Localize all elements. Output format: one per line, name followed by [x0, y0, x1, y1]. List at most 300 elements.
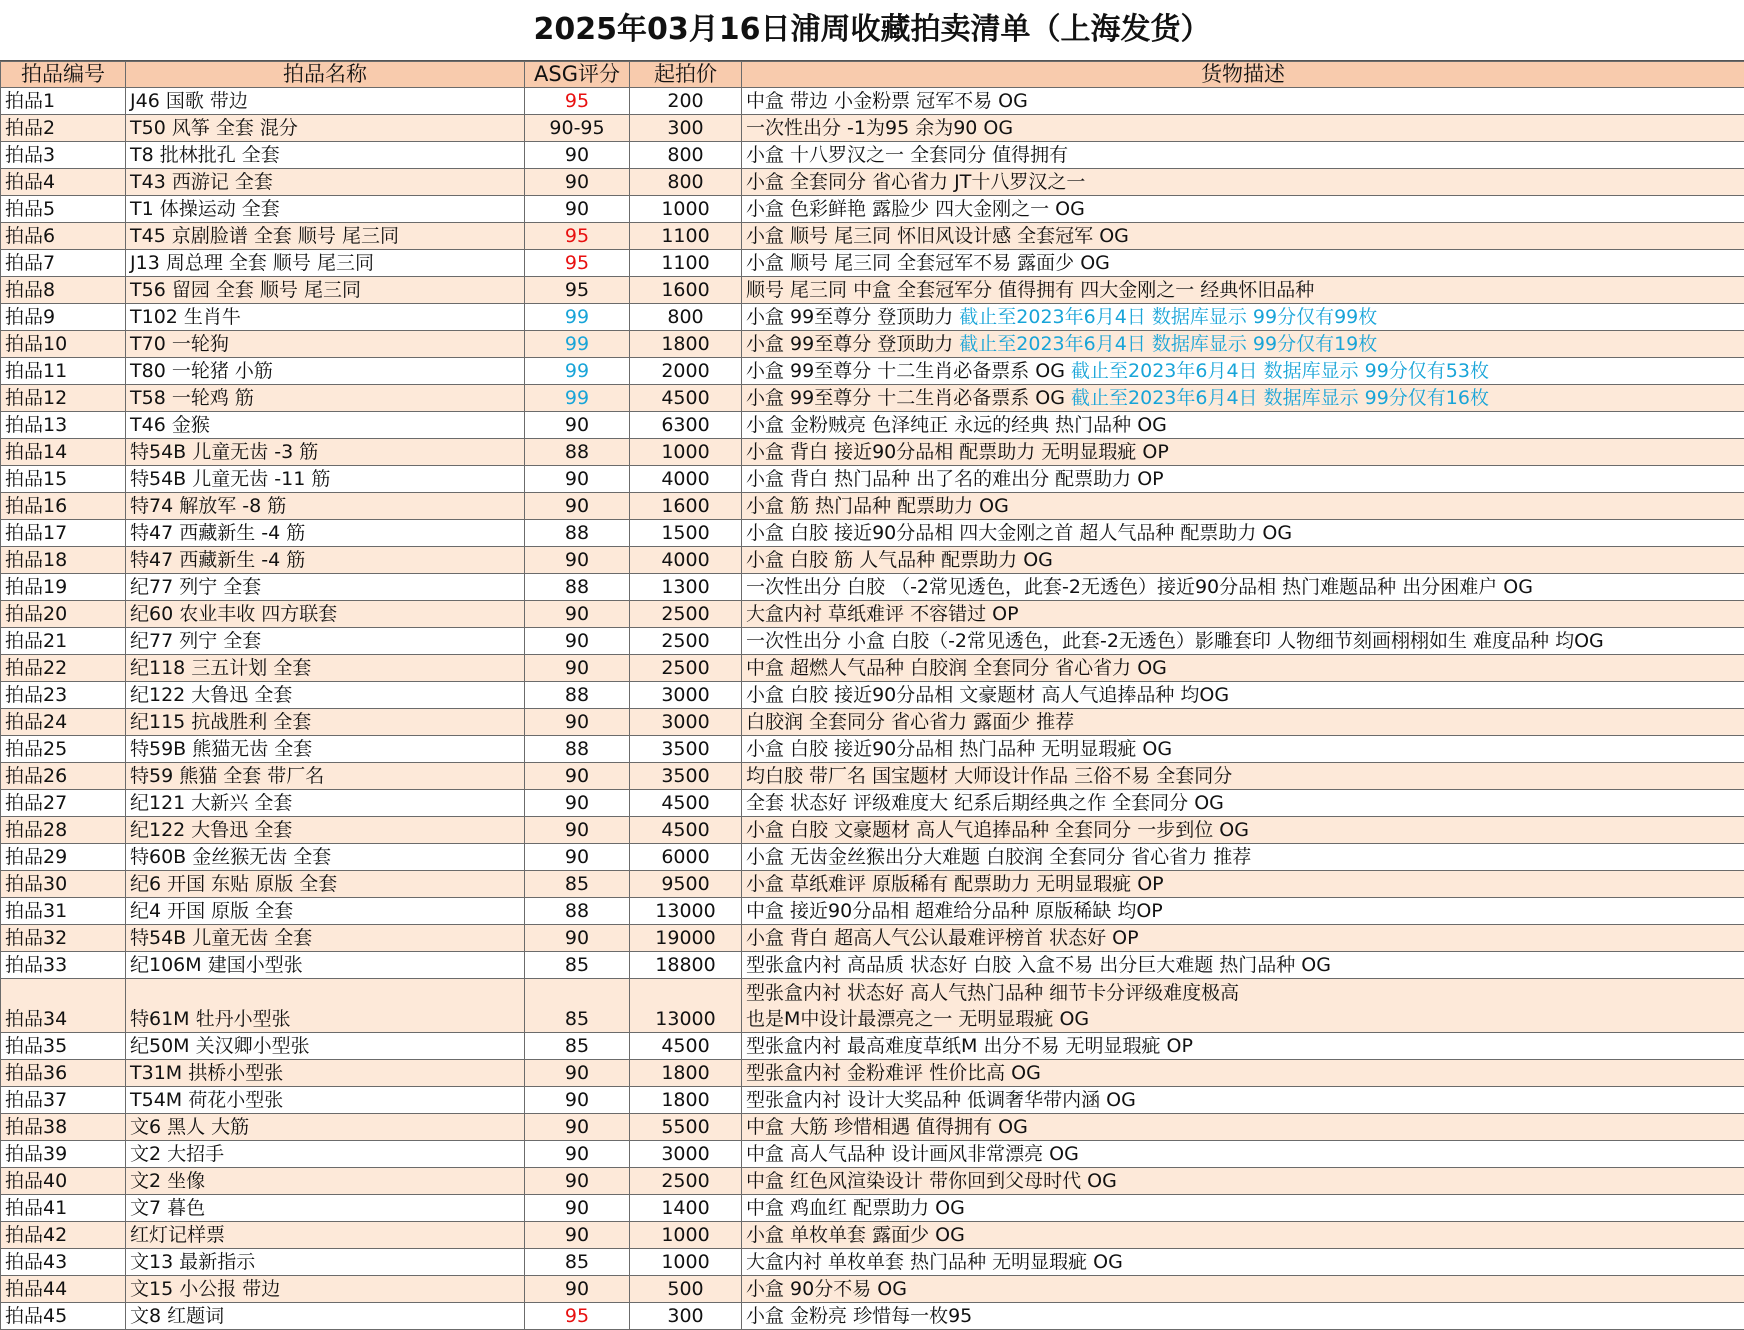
- cell-start-price: 2500: [630, 655, 742, 682]
- cell-lot-name: 纪118 三五计划 全套: [126, 655, 525, 682]
- cell-start-price: 2000: [630, 358, 742, 385]
- table-row: [1, 520, 1744, 547]
- cell-lot-name: 文8 红题词: [126, 1303, 525, 1330]
- cell-lot-name: 特59 熊猫 全套 带厂名: [126, 763, 525, 790]
- table-row: [1, 304, 1744, 331]
- table-row: [1, 1195, 1744, 1222]
- cell-start-price: 3000: [630, 1141, 742, 1168]
- table-row: [1, 142, 1744, 169]
- cell-lot-name: T58 一轮鸡 筋: [126, 385, 525, 412]
- table-row: [1, 1141, 1744, 1168]
- description-text: 小盒 背白 超高人气公认最难评榜首 状态好 OP: [746, 927, 1139, 949]
- cell-description: [742, 1060, 1744, 1087]
- cell-lot-name: T43 西游记 全套: [126, 169, 525, 196]
- cell-description: [742, 844, 1744, 871]
- cell-lot-name: J13 周总理 全套 顺号 尾三同: [126, 250, 525, 277]
- cell-lot-number: 拍品2: [1, 115, 126, 142]
- cell-asg-score: 90: [525, 169, 630, 196]
- cell-lot-name: 特54B 儿童无齿 -11 筋: [126, 466, 525, 493]
- cell-lot-number: 拍品28: [1, 817, 126, 844]
- cell-lot-number: 拍品6: [1, 223, 126, 250]
- description-text: 一次性出分 -1为95 余为90 OG: [746, 117, 1013, 139]
- cell-description: [742, 628, 1744, 655]
- cell-start-price: 19000: [630, 925, 742, 952]
- cell-lot-number: 拍品18: [1, 547, 126, 574]
- cell-description: [742, 142, 1744, 169]
- cell-asg-score: 99: [525, 304, 630, 331]
- table-row: [1, 682, 1744, 709]
- cell-lot-name: 文2 大招手: [126, 1141, 525, 1168]
- cell-lot-number: 拍品12: [1, 385, 126, 412]
- table-row: [1, 1222, 1744, 1249]
- cell-asg-score: 90: [525, 655, 630, 682]
- description-text: 小盒 全套同分 省心省力 JT十八罗汉之一: [746, 171, 1085, 193]
- description-text: 小盒 背白 热门品种 出了名的难出分 配票助力 OP: [746, 468, 1164, 490]
- cell-lot-number: 拍品16: [1, 493, 126, 520]
- cell-asg-score: 90: [525, 493, 630, 520]
- cell-lot-name: T46 金猴: [126, 412, 525, 439]
- description-text: 小盒 白胶 接近90分品相 四大金刚之首 超人气品种 配票助力 OG: [746, 522, 1292, 544]
- table-row: [1, 277, 1744, 304]
- cell-description: [742, 1141, 1744, 1168]
- description-text: 小盒 顺号 尾三同 全套冠军不易 露面少 OG: [746, 252, 1110, 274]
- cell-lot-number: 拍品33: [1, 952, 126, 979]
- cell-asg-score: 90: [525, 925, 630, 952]
- description-text: 中盒 接近90分品相 超难给分品种 原版稀缺 均OP: [746, 900, 1163, 922]
- cell-lot-number: 拍品29: [1, 844, 126, 871]
- table-row: [1, 169, 1744, 196]
- table-row: [1, 898, 1744, 925]
- description-text: 小盒 金粉贼亮 色泽纯正 永远的经典 热门品种 OG: [746, 414, 1167, 436]
- cell-description: [742, 925, 1744, 952]
- cell-description: [742, 1033, 1744, 1060]
- cell-asg-score: 85: [525, 952, 630, 979]
- cell-lot-number: 拍品39: [1, 1141, 126, 1168]
- cell-lot-number: 拍品45: [1, 1303, 126, 1330]
- cell-start-price: 4500: [630, 385, 742, 412]
- cell-asg-score: 85: [525, 979, 630, 1033]
- cell-start-price: 6300: [630, 412, 742, 439]
- description-text: 中盒 超燃人气品种 白胶润 全套同分 省心省力 OG: [746, 657, 1167, 679]
- cell-description: [742, 385, 1744, 412]
- cell-description: [742, 520, 1744, 547]
- table-row: [1, 196, 1744, 223]
- cell-description: [742, 898, 1744, 925]
- cell-start-price: 300: [630, 1303, 742, 1330]
- cell-lot-name: 纪115 抗战胜利 全套: [126, 709, 525, 736]
- cell-description: [742, 871, 1744, 898]
- cell-description: [742, 736, 1744, 763]
- cell-lot-name: T8 批林批孔 全套: [126, 142, 525, 169]
- table-row: [1, 736, 1744, 763]
- cell-asg-score: 90: [525, 844, 630, 871]
- cell-description: [742, 709, 1744, 736]
- table-row: [1, 1114, 1744, 1141]
- table-row: [1, 385, 1744, 412]
- cell-lot-number: 拍品43: [1, 1249, 126, 1276]
- table-row: [1, 1033, 1744, 1060]
- database-note: 截止至2023年6月4日 数据库显示 99分仅有99枚: [959, 306, 1377, 328]
- cell-asg-score: 90: [525, 142, 630, 169]
- description-text: 全套 状态好 评级难度大 纪系后期经典之作 全套同分 OG: [746, 792, 1224, 814]
- description-text: 小盒 99至尊分 登顶助力: [746, 306, 959, 328]
- header-lot-name: 拍品名称: [126, 62, 525, 88]
- cell-lot-name: 纪4 开国 原版 全套: [126, 898, 525, 925]
- cell-lot-number: 拍品8: [1, 277, 126, 304]
- cell-start-price: 3500: [630, 763, 742, 790]
- cell-lot-name: 纪122 大鲁迅 全套: [126, 682, 525, 709]
- description-text: 中盒 鸡血红 配票助力 OG: [746, 1197, 965, 1219]
- table-row: [1, 655, 1744, 682]
- cell-lot-number: 拍品10: [1, 331, 126, 358]
- cell-lot-name: 特59B 熊猫无齿 全套: [126, 736, 525, 763]
- description-text: 小盒 99至尊分 十二生肖必备票系 OG: [746, 387, 1071, 409]
- table-row: [1, 1276, 1744, 1303]
- cell-asg-score: 85: [525, 1033, 630, 1060]
- header-asg-score: ASG评分: [525, 62, 630, 88]
- cell-lot-number: 拍品9: [1, 304, 126, 331]
- cell-asg-score: 95: [525, 223, 630, 250]
- description-text: 均白胶 带厂名 国宝题材 大师设计作品 三俗不易 全套同分: [746, 765, 1232, 787]
- cell-lot-name: 纪6 开国 东贴 原版 全套: [126, 871, 525, 898]
- cell-description: [742, 1249, 1744, 1276]
- description-text: 中盒 大筋 珍惜相遇 值得拥有 OG: [746, 1116, 1028, 1138]
- cell-asg-score: 88: [525, 520, 630, 547]
- cell-lot-name: 纪77 列宁 全套: [126, 574, 525, 601]
- cell-start-price: 4500: [630, 790, 742, 817]
- table-row: [1, 925, 1744, 952]
- cell-description: [742, 682, 1744, 709]
- cell-start-price: 2500: [630, 1168, 742, 1195]
- cell-start-price: 800: [630, 142, 742, 169]
- cell-lot-number: 拍品24: [1, 709, 126, 736]
- cell-lot-number: 拍品42: [1, 1222, 126, 1249]
- description-text: 型张盒内衬 状态好 高人气热门品种 细节卡分评级难度极高: [746, 982, 1239, 1004]
- table-row: [1, 466, 1744, 493]
- page-title: 2025年03月16日浦周收藏拍卖清单（上海发货）: [0, 0, 1744, 61]
- description-text: 小盒 无齿金丝猴出分大难题 白胶润 全套同分 省心省力 推荐: [746, 846, 1251, 868]
- cell-lot-name: 文2 坐像: [126, 1168, 525, 1195]
- cell-lot-number: 拍品41: [1, 1195, 126, 1222]
- table-row: [1, 1087, 1744, 1114]
- cell-asg-score: 90: [525, 196, 630, 223]
- cell-lot-name: 特47 西藏新生 -4 筋: [126, 520, 525, 547]
- cell-asg-score: 88: [525, 574, 630, 601]
- cell-start-price: 1600: [630, 493, 742, 520]
- cell-lot-number: 拍品15: [1, 466, 126, 493]
- cell-description: [742, 763, 1744, 790]
- cell-lot-name: T1 体操运动 全套: [126, 196, 525, 223]
- cell-start-price: 1800: [630, 1060, 742, 1087]
- cell-asg-score: 95: [525, 277, 630, 304]
- description-text: 小盒 白胶 接近90分品相 文豪题材 高人气追捧品种 均OG: [746, 684, 1229, 706]
- cell-lot-number: 拍品26: [1, 763, 126, 790]
- table-row: [1, 115, 1744, 142]
- cell-lot-name: 特54B 儿童无齿 -3 筋: [126, 439, 525, 466]
- cell-lot-name: 纪60 农业丰收 四方联套: [126, 601, 525, 628]
- table-row: [1, 88, 1744, 115]
- description-text: 小盒 单枚单套 露面少 OG: [746, 1224, 965, 1246]
- cell-lot-number: 拍品14: [1, 439, 126, 466]
- table-header-row: [1, 62, 1744, 88]
- cell-start-price: 1800: [630, 331, 742, 358]
- table-row: [1, 763, 1744, 790]
- cell-lot-name: 纪106M 建国小型张: [126, 952, 525, 979]
- cell-start-price: 1300: [630, 574, 742, 601]
- description-text: 小盒 99至尊分 登顶助力: [746, 333, 959, 355]
- cell-asg-score: 90: [525, 1276, 630, 1303]
- description-text: 顺号 尾三同 中盒 全套冠军分 值得拥有 四大金刚之一 经典怀旧品种: [746, 279, 1314, 301]
- cell-description: [742, 547, 1744, 574]
- description-text: 大盒内衬 草纸难评 不容错过 OP: [746, 603, 1019, 625]
- cell-start-price: 4000: [630, 466, 742, 493]
- database-note: 截止至2023年6月4日 数据库显示 99分仅有19枚: [959, 333, 1377, 355]
- cell-asg-score: 90: [525, 1222, 630, 1249]
- cell-description: [742, 277, 1744, 304]
- cell-lot-number: 拍品1: [1, 88, 126, 115]
- cell-start-price: 13000: [630, 979, 742, 1033]
- cell-lot-name: 纪50M 关汉卿小型张: [126, 1033, 525, 1060]
- table-row: [1, 493, 1744, 520]
- cell-lot-number: 拍品20: [1, 601, 126, 628]
- table-row: [1, 952, 1744, 979]
- cell-lot-name: T45 京剧脸谱 全套 顺号 尾三同: [126, 223, 525, 250]
- cell-lot-name: 文6 黑人 大筋: [126, 1114, 525, 1141]
- cell-lot-name: T80 一轮猪 小筋: [126, 358, 525, 385]
- table-row: [1, 817, 1744, 844]
- cell-asg-score: 88: [525, 898, 630, 925]
- cell-lot-number: 拍品38: [1, 1114, 126, 1141]
- cell-description: [742, 88, 1744, 115]
- cell-start-price: 4500: [630, 1033, 742, 1060]
- description-text: 型张盒内衬 最高难度草纸M 出分不易 无明显瑕疵 OP: [746, 1035, 1193, 1057]
- description-text: 小盒 99至尊分 十二生肖必备票系 OG: [746, 360, 1071, 382]
- table-row: [1, 790, 1744, 817]
- description-text: 中盒 带边 小金粉票 冠军不易 OG: [746, 90, 1028, 112]
- cell-asg-score: 95: [525, 1303, 630, 1330]
- cell-asg-score: 90: [525, 601, 630, 628]
- cell-description: [742, 169, 1744, 196]
- cell-start-price: 3000: [630, 709, 742, 736]
- description-text: 小盒 白胶 筋 人气品种 配票助力 OG: [746, 549, 1053, 571]
- cell-lot-name: 文13 最新指示: [126, 1249, 525, 1276]
- cell-description: [742, 439, 1744, 466]
- cell-description: [742, 331, 1744, 358]
- header-description: 货物描述: [742, 62, 1744, 88]
- description-text: 大盒内衬 单枚单套 热门品种 无明显瑕疵 OG: [746, 1251, 1123, 1273]
- description-text: 小盒 90分不易 OG: [746, 1278, 907, 1300]
- description-text: 小盒 色彩鲜艳 露脸少 四大金刚之一 OG: [746, 198, 1085, 220]
- cell-start-price: 500: [630, 1276, 742, 1303]
- cell-description: [742, 304, 1744, 331]
- description-text: 一次性出分 小盒 白胶（-2常见透色，此套-2无透色）影雕套印 人物细节刻画栩栩如生 难度品种 均OG: [746, 630, 1604, 652]
- cell-lot-number: 拍品44: [1, 1276, 126, 1303]
- cell-description: [742, 1168, 1744, 1195]
- description-text: 小盒 筋 热门品种 配票助力 OG: [746, 495, 1009, 517]
- cell-asg-score: 99: [525, 358, 630, 385]
- auction-table: [0, 61, 1744, 1330]
- cell-description: [742, 1303, 1744, 1330]
- cell-description: [742, 412, 1744, 439]
- table-row: [1, 439, 1744, 466]
- cell-asg-score: 88: [525, 682, 630, 709]
- description-text: 小盒 草纸难评 原版稀有 配票助力 无明显瑕疵 OP: [746, 873, 1164, 895]
- header-start-price: 起拍价: [630, 62, 742, 88]
- table-row: [1, 412, 1744, 439]
- cell-asg-score: 90: [525, 1195, 630, 1222]
- cell-description: [742, 979, 1744, 1033]
- cell-lot-number: 拍品11: [1, 358, 126, 385]
- description-text-line2: 也是M中设计最漂亮之一 无明显瑕疵 OG: [746, 1008, 1089, 1030]
- cell-description: [742, 466, 1744, 493]
- cell-lot-name: T56 留园 全套 顺号 尾三同: [126, 277, 525, 304]
- cell-lot-name: 纪77 列宁 全套: [126, 628, 525, 655]
- cell-asg-score: 90: [525, 817, 630, 844]
- cell-description: [742, 493, 1744, 520]
- cell-start-price: 4000: [630, 547, 742, 574]
- cell-lot-name: 特61M 牡丹小型张: [126, 979, 525, 1033]
- cell-start-price: 5500: [630, 1114, 742, 1141]
- cell-description: [742, 358, 1744, 385]
- cell-lot-number: 拍品37: [1, 1087, 126, 1114]
- table-row: [1, 1249, 1744, 1276]
- cell-description: [742, 1195, 1744, 1222]
- cell-lot-number: 拍品19: [1, 574, 126, 601]
- database-note: 截止至2023年6月4日 数据库显示 99分仅有16枚: [1071, 387, 1489, 409]
- cell-asg-score: 90: [525, 790, 630, 817]
- cell-start-price: 1800: [630, 1087, 742, 1114]
- cell-start-price: 9500: [630, 871, 742, 898]
- table-body: [1, 88, 1744, 1330]
- description-text: 一次性出分 白胶 （-2常见透色，此套-2无透色）接近90分品相 热门难题品种 出分困难户 OG: [746, 576, 1533, 598]
- cell-lot-number: 拍品13: [1, 412, 126, 439]
- cell-asg-score: 90: [525, 763, 630, 790]
- cell-description: [742, 1087, 1744, 1114]
- table-row: [1, 331, 1744, 358]
- cell-start-price: 1000: [630, 1249, 742, 1276]
- cell-asg-score: 99: [525, 331, 630, 358]
- cell-start-price: 4500: [630, 817, 742, 844]
- cell-start-price: 1500: [630, 520, 742, 547]
- cell-lot-number: 拍品31: [1, 898, 126, 925]
- table-row: [1, 358, 1744, 385]
- description-text: 中盒 红色风渲染设计 带你回到父母时代 OG: [746, 1170, 1117, 1192]
- description-text: 小盒 十八罗汉之一 全套同分 值得拥有: [746, 144, 1068, 166]
- cell-start-price: 1000: [630, 439, 742, 466]
- cell-lot-name: T70 一轮狗: [126, 331, 525, 358]
- cell-start-price: 1100: [630, 223, 742, 250]
- table-row: [1, 574, 1744, 601]
- cell-start-price: 1400: [630, 1195, 742, 1222]
- cell-description: [742, 196, 1744, 223]
- cell-asg-score: 99: [525, 385, 630, 412]
- cell-lot-name: 特74 解放军 -8 筋: [126, 493, 525, 520]
- cell-start-price: 800: [630, 304, 742, 331]
- cell-lot-number: 拍品23: [1, 682, 126, 709]
- cell-asg-score: 95: [525, 88, 630, 115]
- cell-asg-score: 90: [525, 1141, 630, 1168]
- cell-description: [742, 223, 1744, 250]
- cell-asg-score: 85: [525, 871, 630, 898]
- table-row: [1, 871, 1744, 898]
- cell-start-price: 3000: [630, 682, 742, 709]
- cell-description: [742, 250, 1744, 277]
- cell-start-price: 1000: [630, 196, 742, 223]
- cell-lot-number: 拍品34: [1, 979, 126, 1033]
- table-row: [1, 601, 1744, 628]
- cell-asg-score: 90: [525, 628, 630, 655]
- cell-lot-number: 拍品25: [1, 736, 126, 763]
- cell-description: [742, 574, 1744, 601]
- cell-asg-score: 88: [525, 736, 630, 763]
- description-text: 型张盒内衬 高品质 状态好 白胶 入盒不易 出分巨大难题 热门品种 OG: [746, 954, 1331, 976]
- cell-lot-number: 拍品30: [1, 871, 126, 898]
- table-row: [1, 1168, 1744, 1195]
- cell-description: [742, 1114, 1744, 1141]
- description-text: 小盒 金粉亮 珍惜每一枚95: [746, 1305, 972, 1327]
- cell-start-price: 18800: [630, 952, 742, 979]
- cell-lot-name: T54M 荷花小型张: [126, 1087, 525, 1114]
- cell-asg-score: 90: [525, 1114, 630, 1141]
- cell-asg-score: 90: [525, 709, 630, 736]
- cell-start-price: 1100: [630, 250, 742, 277]
- description-text: 小盒 背白 接近90分品相 配票助力 无明显瑕疵 OP: [746, 441, 1169, 463]
- cell-asg-score: 90: [525, 547, 630, 574]
- cell-lot-name: 特54B 儿童无齿 全套: [126, 925, 525, 952]
- cell-start-price: 300: [630, 115, 742, 142]
- cell-description: [742, 817, 1744, 844]
- cell-asg-score: 90: [525, 466, 630, 493]
- description-text: 白胶润 全套同分 省心省力 露面少 推荐: [746, 711, 1074, 733]
- database-note: 截止至2023年6月4日 数据库显示 99分仅有53枚: [1071, 360, 1489, 382]
- cell-start-price: 1000: [630, 1222, 742, 1249]
- description-text: 型张盒内衬 金粉难评 性价比高 OG: [746, 1062, 1041, 1084]
- cell-start-price: 1600: [630, 277, 742, 304]
- description-text: 小盒 白胶 接近90分品相 热门品种 无明显瑕疵 OG: [746, 738, 1172, 760]
- cell-description: [742, 790, 1744, 817]
- cell-asg-score: 90: [525, 1060, 630, 1087]
- cell-lot-number: 拍品3: [1, 142, 126, 169]
- cell-lot-number: 拍品27: [1, 790, 126, 817]
- description-text: 小盒 顺号 尾三同 怀旧风设计感 全套冠军 OG: [746, 225, 1129, 247]
- table-row: [1, 1303, 1744, 1330]
- description-text: 型张盒内衬 设计大奖品种 低调奢华带内涵 OG: [746, 1089, 1136, 1111]
- table-row: [1, 250, 1744, 277]
- cell-lot-name: T31M 拱桥小型张: [126, 1060, 525, 1087]
- cell-lot-name: J46 国歌 带边: [126, 88, 525, 115]
- cell-description: [742, 115, 1744, 142]
- cell-lot-number: 拍品4: [1, 169, 126, 196]
- header-lot-number: 拍品编号: [1, 62, 126, 88]
- cell-asg-score: 88: [525, 439, 630, 466]
- cell-lot-number: 拍品17: [1, 520, 126, 547]
- cell-description: [742, 655, 1744, 682]
- table-row: [1, 844, 1744, 871]
- cell-asg-score: 85: [525, 1249, 630, 1276]
- cell-lot-number: 拍品22: [1, 655, 126, 682]
- table-row: [1, 1060, 1744, 1087]
- cell-description: [742, 601, 1744, 628]
- cell-asg-score: 90: [525, 1168, 630, 1195]
- description-text: 小盒 白胶 文豪题材 高人气追捧品种 全套同分 一步到位 OG: [746, 819, 1249, 841]
- cell-start-price: 2500: [630, 601, 742, 628]
- cell-lot-name: 文7 暮色: [126, 1195, 525, 1222]
- cell-asg-score: 95: [525, 250, 630, 277]
- cell-lot-name: T50 风筝 全套 混分: [126, 115, 525, 142]
- cell-lot-name: 特47 西藏新生 -4 筋: [126, 547, 525, 574]
- cell-lot-number: 拍品32: [1, 925, 126, 952]
- cell-lot-number: 拍品7: [1, 250, 126, 277]
